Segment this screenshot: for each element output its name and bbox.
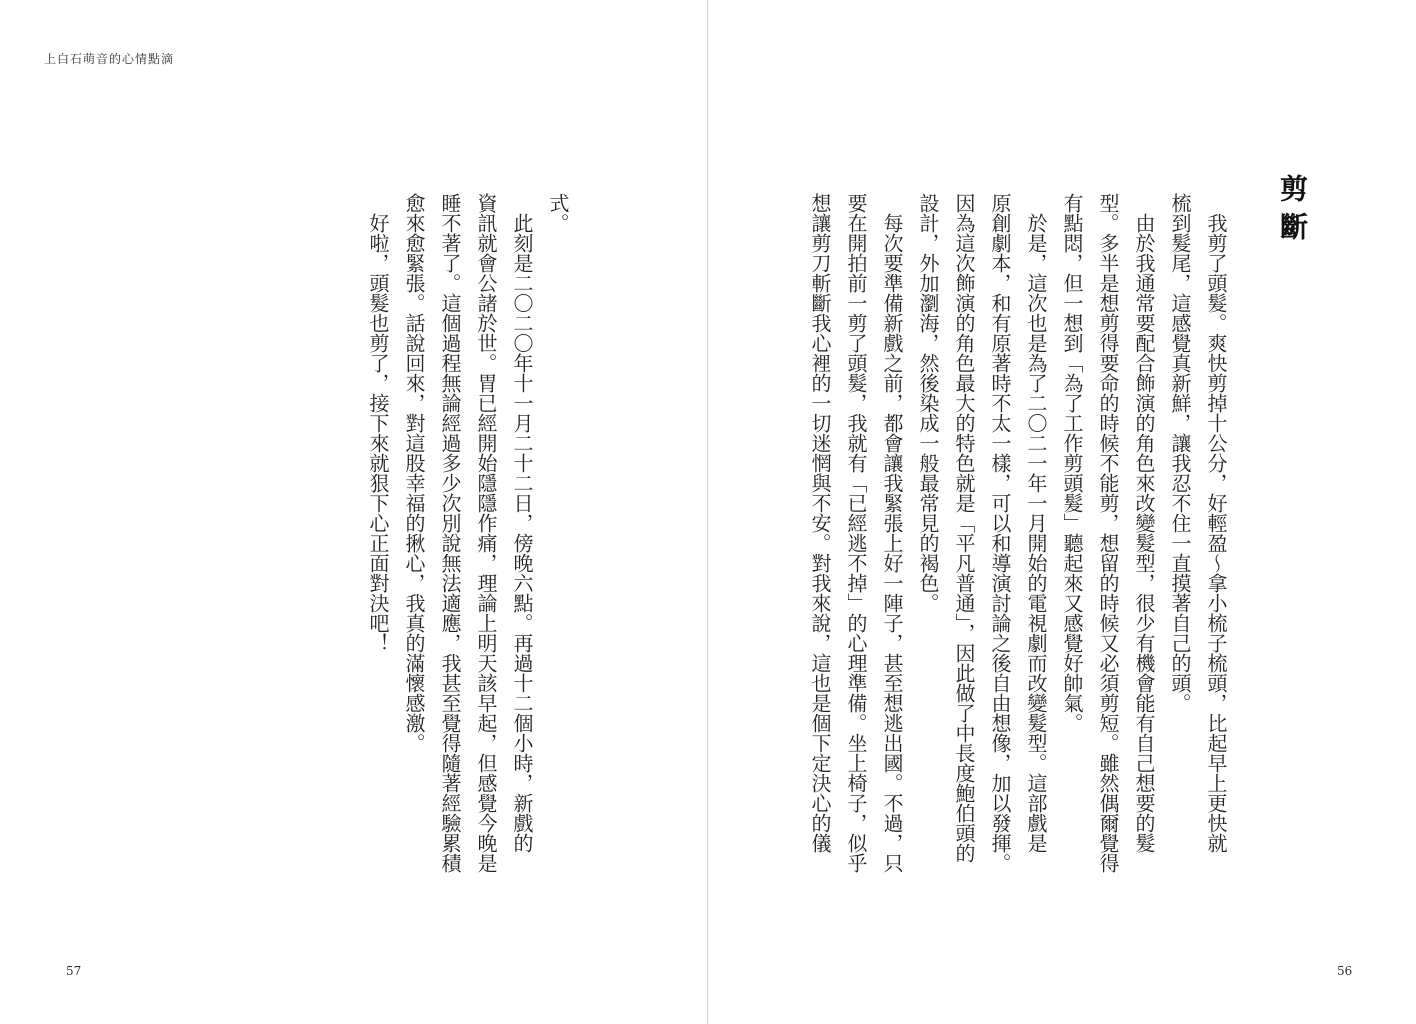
text-column: 想讓剪刀斬斷我心裡的一切迷惘與不安。對我來說，這也是個下定決心的儀 <box>808 193 832 853</box>
text-column: 由於我通常要配合飾演的角色來改變髮型，很少有機會能有自己想要的髮 <box>1132 193 1156 853</box>
text-column: 設計，外加瀏海，然後染成一般最常見的褐色。 <box>916 193 940 613</box>
text-column: 好啦，頭髮也剪了，接下來就狠下心正面對決吧！ <box>366 193 390 653</box>
text-column: 要在開拍前一剪了頭髮，我就有「已經逃不掉」的心理準備。坐上椅子，似乎 <box>844 193 868 873</box>
text-column: 型。多半是想剪得要命的時候不能剪，想留的時候又必須剪短。雖然偶爾覺得 <box>1096 193 1120 873</box>
text-column: 此刻是二〇二〇年十一月二十二日，傍晚六點。再過十二個小時，新戲的 <box>510 193 534 853</box>
text-column: 式。 <box>546 193 570 233</box>
text-column: 原創劇本，和有原著時不太一樣，可以和導演討論之後自由想像，加以發揮。 <box>988 193 1012 873</box>
text-column: 有點悶，但一想到「為了工作剪頭髮」聽起來又感覺好帥氣。 <box>1060 193 1084 733</box>
text-column: 於是，這次也是為了二〇二一年一月開始的電視劇而改變髮型。這部戲是 <box>1024 193 1048 853</box>
text-column: 睡不著了。這個過程無論經過多少次別說無法適應，我甚至覺得隨著經驗累積 <box>438 193 462 873</box>
text-column: 我剪了頭髮。爽快剪掉十公分，好輕盈～拿小梳子梳頭，比起早上更快就 <box>1204 193 1228 853</box>
text-column: 資訊就會公諸於世。胃已經開始隱隱作痛，理論上明天該早起，但感覺今晚是 <box>474 193 498 873</box>
text-column: 因為這次飾演的角色最大的特色就是「平凡普通」，因此做了中長度鮑伯頭的 <box>952 193 976 863</box>
text-column: 每次要準備新戲之前，都會讓我緊張上好一陣子，甚至想逃出國。不過，只 <box>880 193 904 873</box>
chapter-title: 剪斷 <box>1276 174 1309 250</box>
page-number-left: 57 <box>66 964 82 978</box>
body-text-right <box>802 193 1234 873</box>
text-column: 梳到髮尾，這感覺真新鮮，讓我忍不住一直摸著自己的頭。 <box>1168 193 1192 713</box>
page-number-right: 56 <box>1337 964 1353 978</box>
running-head: 上白石萌音的心情點滴 <box>44 52 175 66</box>
text-column: 愈來愈緊張。話說回來，對這股幸福的揪心，我真的滿懷感激。 <box>402 193 426 753</box>
body-text-left <box>360 193 576 873</box>
right-page <box>708 0 1416 1024</box>
